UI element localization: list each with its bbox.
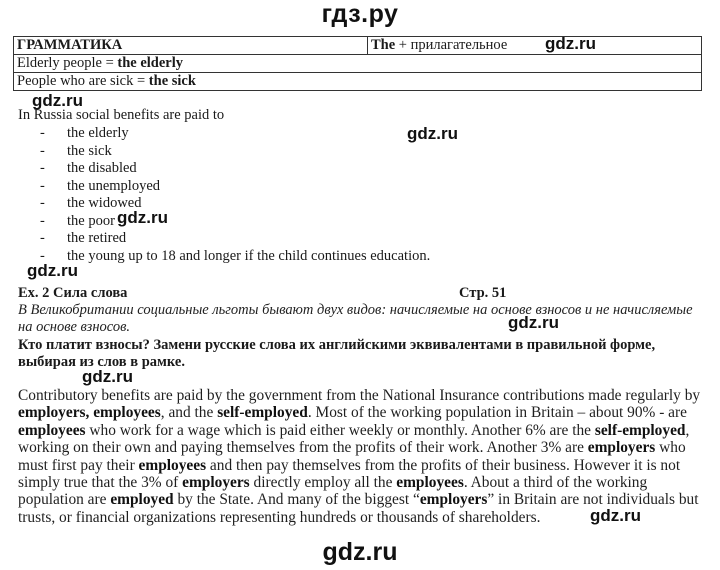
keyword: employees — [396, 474, 464, 492]
keyword: employers — [419, 491, 488, 509]
benefits-intro: In Russia social benefits are paid to — [18, 107, 225, 123]
keyword: self-employed — [594, 421, 686, 439]
list-item: the unemployed — [67, 178, 161, 194]
watermark-bottom: gdz.ru — [322, 538, 398, 566]
list-item: the retired — [67, 230, 127, 246]
example-plain: Elderly people = — [17, 55, 118, 71]
grammar-example-1 — [14, 55, 702, 73]
watermark: gdz.ru — [117, 208, 168, 227]
keyword: employed — [110, 491, 174, 509]
watermark: gdz.ru — [27, 261, 78, 280]
watermark: gdz.ru — [545, 34, 596, 53]
exercise-task: Кто платит взносы? Замени русские слова их английскими эквивалентами в правильной форме, выбирая из слов в рамке. — [18, 337, 656, 370]
keyword: employees — [138, 456, 207, 474]
keyword: employees — [18, 421, 86, 439]
grammar-example-2 — [14, 73, 702, 91]
passage-text: directly employ all the — [249, 474, 397, 492]
passage-text: who must first pay their — [18, 439, 686, 474]
list-item: the young up to 18 and longer if the child continues education. — [67, 248, 431, 264]
passage-text: Contributory benefits are paid by the government from the National Insurance contributions made regularly by — [18, 387, 701, 404]
grammar-header-row — [14, 37, 702, 55]
list-dash: - — [40, 178, 45, 194]
rule-text: + прилагательное — [395, 37, 508, 53]
list-dash: - — [40, 213, 45, 229]
watermark: gdz.ru — [407, 124, 458, 143]
grammar-example-row — [14, 73, 702, 91]
list-dash: - — [40, 125, 45, 141]
grammar-example-row — [14, 55, 702, 73]
keyword: self-employed — [217, 404, 308, 422]
exercise-intro: В Великобритании социальные льготы бывают двух видов: начисляемые на основе взносов и не начисляемые на основе взносов. — [18, 302, 693, 335]
watermark-top: гдз.ру — [321, 0, 399, 28]
list-item: the disabled — [67, 160, 137, 176]
example-plain: People who are sick = — [17, 73, 149, 89]
list-item: the elderly — [67, 125, 129, 141]
list-dash: - — [40, 195, 45, 211]
list-dash: - — [40, 230, 45, 246]
example-bold: the sick — [148, 73, 196, 89]
list-dash: - — [40, 143, 45, 159]
list-item: the poor — [67, 213, 115, 229]
list-dash: - — [40, 248, 45, 264]
passage-text: , and the — [160, 404, 218, 422]
keyword: employers, employees — [18, 404, 161, 422]
list-item: the widowed — [67, 195, 142, 211]
grammar-table — [13, 36, 702, 91]
keyword: employers — [182, 474, 250, 492]
passage-text: . About a third of the working population are — [18, 474, 648, 509]
passage — [18, 387, 712, 526]
watermark: gdz.ru — [32, 91, 83, 110]
passage-text: by the State. And many of the biggest “ — [173, 491, 420, 509]
passage-text: who work for a wage which is paid either weekly or monthly. Another 6% are the — [85, 421, 595, 439]
grammar-rule — [368, 37, 702, 55]
keyword: employers — [587, 439, 656, 457]
passage-text: and then pay themselves from the profits of their business. However it is not simply true that the 3% of — [18, 456, 681, 492]
list-item: the sick — [67, 143, 112, 159]
passage-text: , working on their own and paying themselves from the profits of their work. Another 3% are — [18, 421, 690, 457]
grammar-heading: ГРАММАТИКА — [14, 37, 368, 55]
exercise-title: Ex. 2 Сила слова — [18, 285, 128, 301]
passage-text: ” in Britain are not individuals but trusts, or financial organizations representing hundreds or thousands of shareholders. — [18, 491, 699, 526]
passage-text: . Most of the working population in Britain – about 90% - are — [307, 404, 687, 422]
example-bold: the elderly — [117, 55, 184, 71]
exercise-page: Стр. 51 — [459, 285, 507, 301]
watermark: gdz.ru — [508, 313, 559, 332]
watermark: gdz.ru — [590, 506, 641, 525]
watermark: gdz.ru — [82, 367, 133, 386]
rule-article: The — [371, 37, 396, 53]
list-dash: - — [40, 160, 45, 176]
